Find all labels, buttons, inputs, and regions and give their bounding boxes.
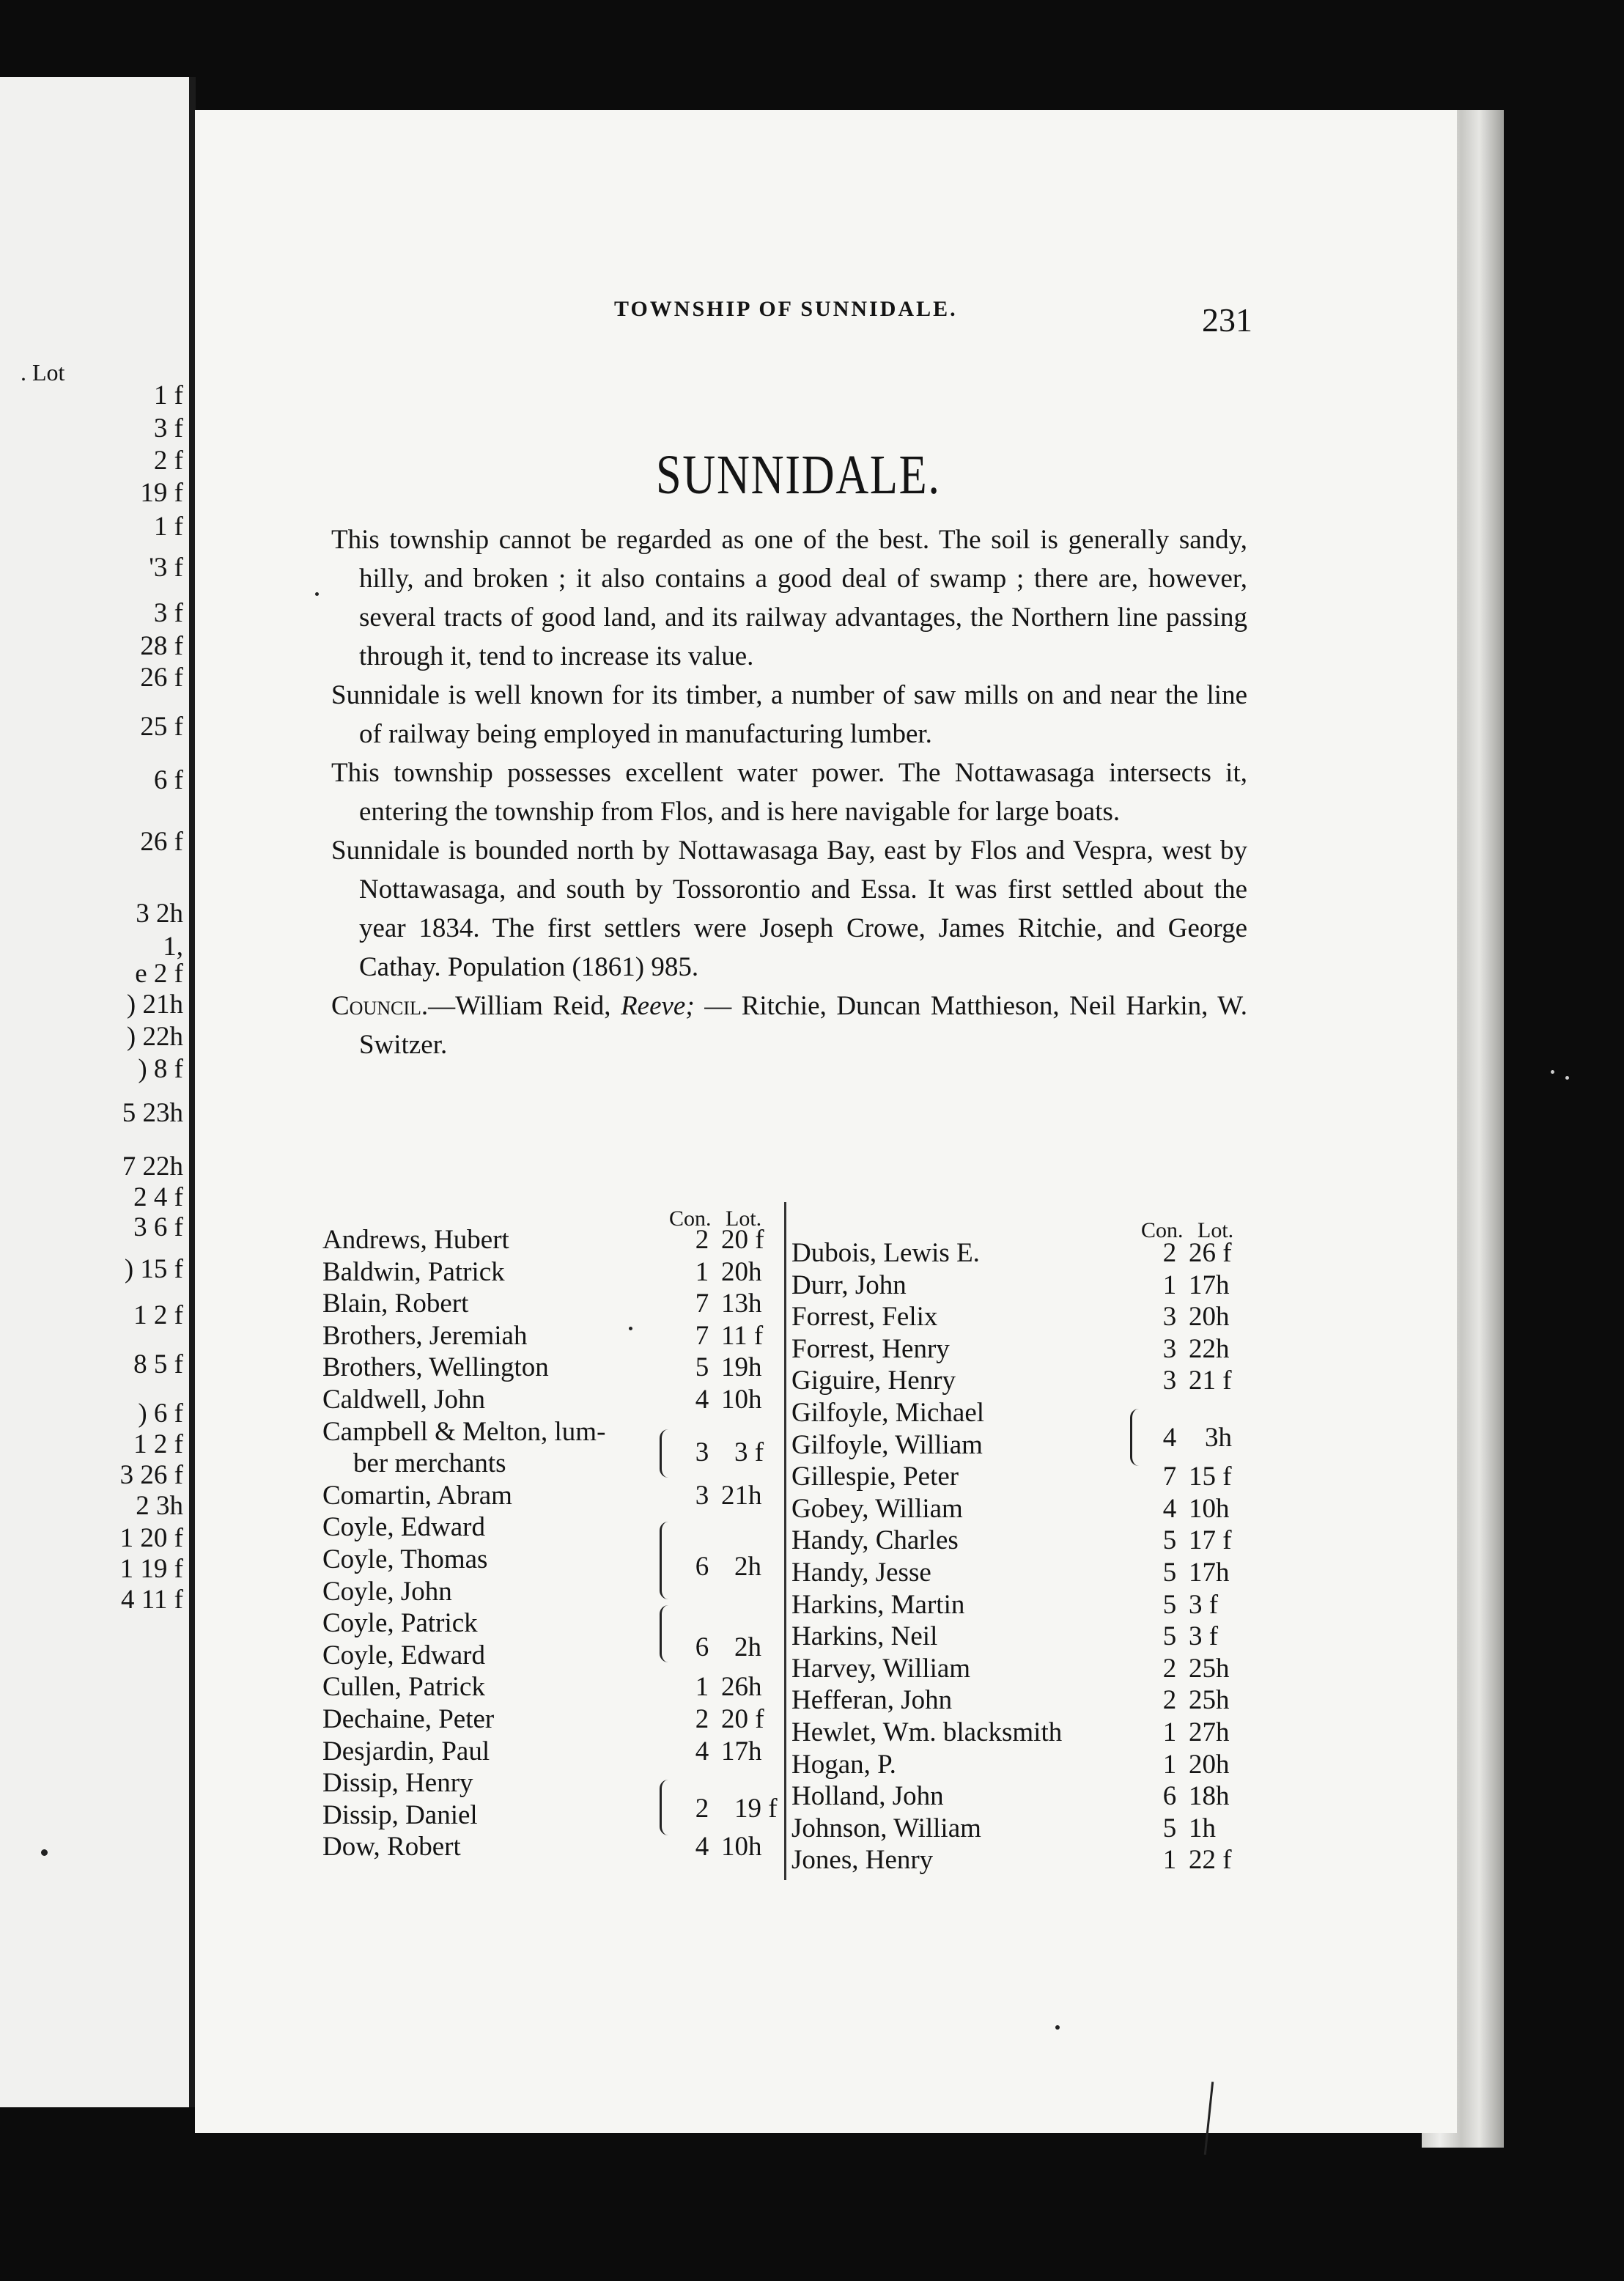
- previous-page-lot: 2 3h: [136, 1491, 183, 1521]
- settler-lot: 27h: [1189, 1717, 1230, 1747]
- previous-page-lot: 25 f: [140, 712, 183, 742]
- township-description: [331, 520, 1247, 1064]
- con-column-header: Con.: [1141, 1218, 1184, 1242]
- settler-name: Hewlet, Wm. blacksmith: [791, 1717, 1063, 1747]
- council-label: Council.: [331, 991, 429, 1021]
- settler-lot: 11 f: [721, 1320, 764, 1351]
- settler-name: Dissip, Daniel: [322, 1799, 478, 1830]
- previous-page-fragment: [0, 77, 192, 2107]
- settler-lot: 25h: [1189, 1653, 1230, 1684]
- settler-name: Coyle, Edward: [322, 1640, 485, 1670]
- settler-con: 4: [695, 1832, 709, 1862]
- settler-name: Blain, Robert: [322, 1289, 469, 1319]
- settler-lot: 26h: [721, 1672, 762, 1703]
- grouping-brace: [660, 1605, 668, 1662]
- settler-con: 1: [1162, 1749, 1177, 1780]
- settler-con: 3: [695, 1480, 709, 1511]
- council-reeve-title: Reeve;: [621, 991, 695, 1021]
- settler-lot: 13h: [721, 1289, 762, 1319]
- previous-page-lot: 4 11 f: [121, 1585, 183, 1615]
- settler-con: 2: [1162, 1653, 1177, 1684]
- settler-lot: 3 f: [1189, 1589, 1219, 1620]
- group-lot: 2h: [734, 1632, 761, 1662]
- settler-lot: 17 f: [1189, 1525, 1232, 1556]
- settler-con: 3: [1162, 1366, 1177, 1396]
- settler-lot: 25h: [1189, 1685, 1230, 1716]
- ink-speck: [629, 1327, 632, 1330]
- settler-con: 6: [1162, 1781, 1177, 1812]
- paragraph-water-power: This township possesses excellent water power. The Nottawasaga intersects it, entering the township from Flos, and is here navigable for large boats.: [331, 758, 1247, 827]
- group-lot: 3h: [1205, 1423, 1232, 1453]
- previous-page-lot: '3 f: [149, 553, 183, 583]
- settler-name: Forrest, Felix: [791, 1302, 938, 1333]
- settler-lot: 20 f: [721, 1225, 764, 1255]
- previous-page-lot: 3 2h: [136, 899, 183, 929]
- settler-name: ber merchants: [353, 1448, 506, 1479]
- settler-name: Gilfoyle, Michael: [791, 1398, 985, 1428]
- settler-name: Dow, Robert: [322, 1832, 461, 1862]
- settler-lot: 20h: [1189, 1749, 1230, 1780]
- settler-lot: 20h: [721, 1256, 762, 1287]
- previous-page-lot: ) 21h: [126, 990, 183, 1020]
- previous-page-lot-header: . Lot: [21, 359, 65, 386]
- settler-lot: 3 f: [1189, 1621, 1219, 1652]
- previous-page-lot: 3 26 f: [119, 1460, 183, 1490]
- previous-page-lot: 8 5 f: [133, 1349, 183, 1379]
- ink-speck: [1055, 2025, 1060, 2030]
- previous-page-lot: 28 f: [140, 631, 183, 661]
- settler-lot: 17h: [721, 1736, 762, 1766]
- council-members: — Ritchie, Duncan Matthieson, Neil Harkin, W. Switzer.: [359, 991, 1247, 1060]
- settler-name: Dubois, Lewis E.: [791, 1238, 980, 1268]
- settler-name: Forrest, Henry: [791, 1333, 950, 1364]
- section-title: SUNNIDALE.: [656, 444, 941, 506]
- settler-name: Desjardin, Paul: [322, 1736, 490, 1766]
- settler-name: Gobey, William: [791, 1493, 963, 1524]
- ink-speck: [1565, 1076, 1569, 1080]
- ink-speck: [41, 1849, 48, 1856]
- settler-name: Gilfoyle, William: [791, 1429, 983, 1460]
- settler-name: Handy, Charles: [791, 1525, 959, 1556]
- settler-name: Giguire, Henry: [791, 1366, 956, 1396]
- grouping-brace: [660, 1522, 668, 1599]
- settler-con: 3: [1162, 1333, 1177, 1364]
- previous-page-lot: 26 f: [140, 827, 183, 857]
- page-number: 231: [1202, 301, 1252, 339]
- settler-lot: 18h: [1189, 1781, 1230, 1812]
- group-lot: 2h: [734, 1552, 761, 1582]
- settler-lot: 22 f: [1189, 1845, 1232, 1876]
- settler-con: 4: [1162, 1493, 1177, 1524]
- group-lot: 3 f: [734, 1437, 764, 1467]
- settler-name: Gillespie, Peter: [791, 1462, 959, 1492]
- previous-page-lot: 1 f: [153, 512, 183, 542]
- settler-con: 7: [695, 1289, 709, 1319]
- settler-con: 7: [1162, 1462, 1177, 1492]
- settler-lot: 26 f: [1189, 1238, 1232, 1268]
- settler-lot: 20h: [1189, 1302, 1230, 1333]
- previous-page-lot: 1 2 f: [133, 1429, 183, 1459]
- previous-page-lot: 5 23h: [122, 1098, 183, 1128]
- column-divider: [784, 1202, 786, 1880]
- settler-lot: 21 f: [1189, 1366, 1232, 1396]
- settler-lot: 19h: [721, 1352, 762, 1383]
- settler-lot: 17h: [1189, 1558, 1230, 1588]
- settler-name: Brothers, Jeremiah: [322, 1320, 528, 1351]
- lot-column-header: Lot.: [1197, 1218, 1234, 1242]
- settler-name: Handy, Jesse: [791, 1558, 931, 1588]
- settler-con: 5: [695, 1352, 709, 1383]
- settler-con: 5: [1162, 1525, 1177, 1556]
- settler-con: 1: [1162, 1845, 1177, 1876]
- settler-con: 1: [695, 1672, 709, 1703]
- previous-page-lot: 3 6 f: [133, 1212, 183, 1242]
- settler-name: Baldwin, Patrick: [322, 1256, 505, 1287]
- settler-con: 1: [695, 1256, 709, 1287]
- settler-name: Hefferan, John: [791, 1685, 953, 1716]
- settler-con: 5: [1162, 1621, 1177, 1652]
- settler-name: Holland, John: [791, 1781, 944, 1812]
- previous-page-lot: 1 20 f: [119, 1523, 183, 1553]
- settler-name: Coyle, Edward: [322, 1512, 485, 1543]
- settler-name: Comartin, Abram: [322, 1480, 512, 1511]
- ink-speck: [1551, 1070, 1554, 1074]
- settler-con: 5: [1162, 1589, 1177, 1620]
- settler-name: Harkins, Neil: [791, 1621, 938, 1652]
- paragraph-council: [331, 987, 1247, 1064]
- paragraph-boundaries: Sunnidale is bounded north by Nottawasaga Bay, east by Flos and Vespra, west by Nottawasaga, and south by Tossorontio and Essa. It was first settled about the year 1834. The first settlers were Joseph Crowe, James Ritchie, and George Cathay. Population (1861) 985.: [331, 836, 1247, 982]
- settler-lot: 10h: [721, 1385, 762, 1415]
- settler-lot: 21h: [721, 1480, 762, 1511]
- settler-lot: 10h: [1189, 1493, 1230, 1524]
- previous-page-lot: 19 f: [140, 478, 183, 508]
- previous-page-lot: ) 8 f: [138, 1054, 183, 1084]
- settler-con: 5: [1162, 1558, 1177, 1588]
- previous-page-lot: 1 2 f: [133, 1300, 183, 1330]
- previous-page-lot: 26 f: [140, 663, 183, 693]
- grouping-brace: [1130, 1409, 1139, 1466]
- settler-name: Jones, Henry: [791, 1845, 934, 1876]
- settler-name: Caldwell, John: [322, 1385, 485, 1415]
- settler-name: Dechaine, Peter: [322, 1704, 495, 1734]
- settler-con: 2: [695, 1225, 709, 1255]
- settler-con: 5: [1162, 1813, 1177, 1843]
- grouping-brace: [660, 1780, 668, 1835]
- paragraph-soil: This township cannot be regarded as one of the best. The soil is generally sandy, hilly, and broken ; it also contains a good deal of swamp ; there are, however, several tracts of good land, and its railway advantages, the Northern line passing through it, tend to increase its value.: [331, 525, 1247, 671]
- group-con: 6: [695, 1552, 709, 1582]
- settler-name: Johnson, William: [791, 1813, 981, 1843]
- settler-name: Brothers, Wellington: [322, 1352, 549, 1383]
- paragraph-timber: Sunnidale is well known for its timber, a number of saw mills on and near the line of railway being employed in manufacturing lumber.: [331, 680, 1247, 749]
- group-con: 4: [1162, 1423, 1177, 1453]
- settler-name: Cullen, Patrick: [322, 1672, 485, 1703]
- previous-page-lot: e 2 f: [135, 959, 183, 989]
- settler-name: Harkins, Martin: [791, 1589, 965, 1620]
- previous-page-lot: ) 6 f: [138, 1399, 183, 1429]
- settler-lot: 20 f: [721, 1704, 764, 1734]
- settler-name: Coyle, Thomas: [322, 1544, 488, 1574]
- settler-name: Campbell & Melton, lum-: [322, 1416, 606, 1447]
- settler-con: 2: [1162, 1685, 1177, 1716]
- settler-name: Coyle, John: [322, 1576, 452, 1607]
- settler-name: Dissip, Henry: [322, 1768, 473, 1799]
- settler-lot: 17h: [1189, 1270, 1230, 1300]
- group-con: 6: [695, 1632, 709, 1662]
- settler-name: Andrews, Hubert: [322, 1225, 509, 1255]
- settler-lot: 1h: [1189, 1813, 1216, 1843]
- previous-page-lot: 1,: [163, 932, 183, 962]
- settler-lot: 10h: [721, 1832, 762, 1862]
- settler-con: 7: [695, 1320, 709, 1351]
- settler-con: 2: [695, 1704, 709, 1734]
- previous-page-lot: 2 4 f: [133, 1182, 183, 1212]
- con-column-header: Con.: [669, 1206, 712, 1231]
- settler-name: Harvey, William: [791, 1653, 971, 1684]
- group-lot: 19 f: [734, 1794, 778, 1824]
- settler-con: 2: [1162, 1238, 1177, 1268]
- settler-name: Coyle, Patrick: [322, 1608, 478, 1639]
- previous-page-lot: 3 f: [153, 413, 183, 443]
- previous-page-lot: 1 f: [153, 380, 183, 410]
- previous-page-lot: 1 19 f: [119, 1554, 183, 1584]
- group-con: 2: [695, 1794, 709, 1824]
- ink-speck: [315, 592, 319, 596]
- previous-page-lot: 2 f: [153, 446, 183, 476]
- settler-name: Hogan, P.: [791, 1749, 896, 1780]
- previous-page-lot: 7 22h: [122, 1151, 183, 1182]
- council-reeve-name: —William Reid,: [428, 991, 621, 1021]
- settler-con: 4: [695, 1736, 709, 1766]
- lot-column-header: Lot.: [726, 1206, 762, 1231]
- grouping-brace: [660, 1429, 668, 1478]
- group-con: 3: [695, 1437, 709, 1467]
- previous-page-lot: ) 15 f: [124, 1254, 183, 1284]
- previous-page-lot: 3 f: [153, 598, 183, 628]
- previous-page-lot: 6 f: [153, 765, 183, 795]
- settler-lot: 15 f: [1189, 1462, 1232, 1492]
- settler-con: 4: [695, 1385, 709, 1415]
- previous-page-lot: ) 22h: [126, 1022, 183, 1052]
- settler-name: Durr, John: [791, 1270, 907, 1300]
- settler-lot: 22h: [1189, 1333, 1230, 1364]
- settler-con: 1: [1162, 1270, 1177, 1300]
- settler-con: 3: [1162, 1302, 1177, 1333]
- settler-con: 1: [1162, 1717, 1177, 1747]
- running-head: TOWNSHIP OF SUNNIDALE.: [614, 297, 958, 321]
